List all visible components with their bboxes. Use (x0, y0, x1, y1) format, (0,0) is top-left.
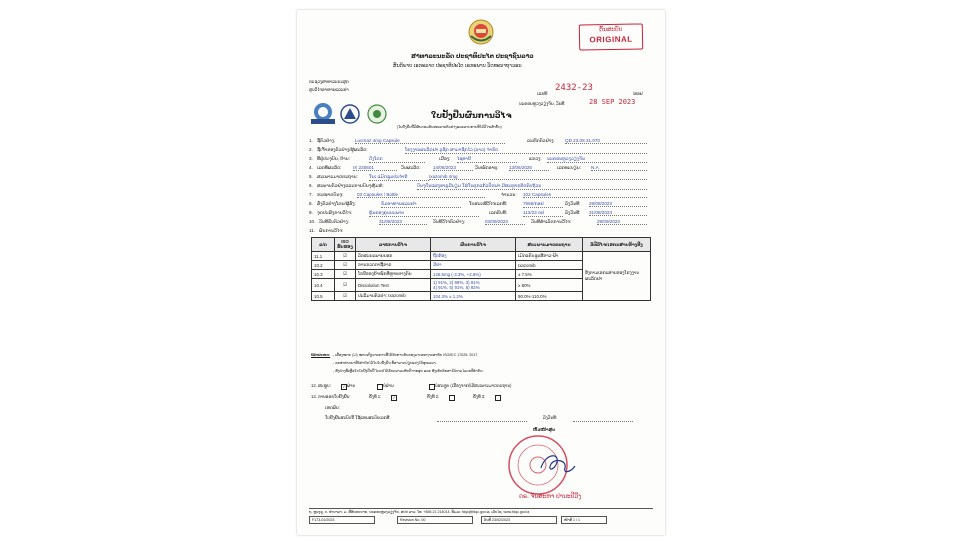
field-packaging: 6. ສະພາບຕົວຢ່າງແລະການບັນຈຸຫຸ້ມຫໍ່: ບັນຈຸໃນແຜງອາລູມີນຽມ ໃສ່ໃນຕຸກແກ້ວປິດຝາ ມີສະຫຼາກຕິດຄົບຖ້ວນ (309, 183, 649, 190)
issue-1-label: ຄັ້ງທີ 1: (369, 394, 382, 399)
col-item: ລາຍການວິໄຈ (356, 238, 431, 252)
footer-doc: F173-01/2023 (309, 516, 375, 524)
other-label: ບໍ່ສະຫຼຸບ (ເນື່ອງຈາກບໍ່ມີສະເພາະມາດຕະຖານ) (435, 383, 512, 388)
issue-2-checkbox (449, 395, 455, 401)
certificate-sheet (297, 10, 665, 535)
issue-3-checkbox (495, 395, 501, 401)
field-sample-name: 1. ຊື່ຕົວຢ່າງ: LuciXaz 4mg Capsule ລະຫັດຕົວຢ່າງ: QD.23.08.31.070 (309, 138, 649, 145)
pass-label: ຜ່ານ (347, 383, 356, 388)
number-value: 2432-23 (555, 83, 593, 93)
note-3: - ສົ່ງຢ່າງທີ່ເຫຼືອໃນໃບຢັ້ງຢືນນີ້ ໂດຍບໍ່ໄດ້ຮັບຄວາມເຫັນດີຈາກສູນ ແລະ ສົ່ງເກັບຮັກສາໄວ້ຕາມໄລຍະທີ່ກຳນົດ. (333, 369, 484, 373)
stamp-en: ORIGINAL (589, 34, 633, 45)
fail-label: ບໍ່ຜ່ານ (383, 383, 394, 388)
iso-check-icon: ☑ (335, 270, 356, 279)
notes-label: ໝາຍເຫດ: (311, 353, 331, 357)
field-dates: 10. ວັນທີຮັບຕົວຢ່າງ: 31/08/2023 ວັນທີວິໄຈຕົວຢ່າງ: 03/09/2023 ວັນທີສຳເລັດການວິໄຈ: 29/09/2023 (309, 219, 649, 226)
certificate-subtitle: (ໃບຢັ້ງຢືນນີ້ມີຜົນຍອມຮັບສະເພາະຕົວຢ່າງແລະລາຍການທີ່ໄດ້ວິໄຈເທົ່ານັ້ນ) (397, 125, 502, 129)
results-table (311, 237, 651, 301)
number-suffix: /ສອຢ (633, 91, 643, 96)
iso-check-icon: ☑ (335, 292, 356, 301)
note-1: - ເຄື່ອງໝາຍ (☑) ໝາຍເຖິງລາຍການທີ່ໄດ້ຮັບການຮັບຮອງມາດຕະຖານສາກົນ ISO/IEC 17025: 2017. (333, 353, 479, 357)
note-2: - ກະທ່າທ່າຍຍາທີ່ບໍ່ກຳນົດໄວ້ໃນໃບຢັ້ງຢືນ ທີ່ສາມາດປ່ຽນແປງໄດ້ທຸກເວລາ. (333, 361, 437, 365)
iso-check-icon: ☑ (335, 279, 356, 292)
table-header-row (312, 238, 651, 252)
footer-revision: Revision No. 00 (397, 516, 473, 524)
center-name: ສູນວິໄຈອາຫານແລະຢາ (309, 87, 349, 92)
certificate-title: ໃບຢັ້ງຢືນຜົນການວິໄຈ (431, 111, 512, 120)
sample-name-value: LuciXaz 4mg Capsule (355, 138, 505, 144)
iso-triangle-logo-icon (339, 104, 361, 124)
table-row: 10.3 ☑ ໂກນີ່ຂອງນ້ຳໜັກທີ່ຫຼາຍຕາງກັນ 126.5mg (-3.3%, +2.8%) ± 7.5% (312, 270, 651, 279)
field-owner: 2. ຊື່ເຈົ້າຂອງຕົວຢ່າງ/ຜູ້ຜະລິດ: ໂຮງງານຜະລິດຢາ ລູຊິດ ສາມາຊິກໄວ (ລາວ) ຈຳກັດ (309, 147, 649, 154)
number-label: ເລກທີ: (537, 91, 549, 96)
issue-3-label: ຄັ້ງທີ 3: (473, 394, 486, 399)
header-line2: ສັນຕິພາບ ເອກະລາດ ປະຊາທິປະໄຕ ເອກະພາບ ວັດທະນາຖາວອນ (393, 63, 522, 69)
issue-1-checkbox: ✓ (392, 396, 396, 400)
replace-line (437, 421, 527, 422)
signatory-name: ດຣ. ຈັນສະຫາ ປານະປີວີງ (519, 494, 582, 500)
stamp-lao: ຕົ້ນສະບັບ (599, 26, 623, 34)
signatory-title: ຫົວໜ້າສູນ (533, 427, 556, 432)
footer-page: ໜ້າທີ 1 / 1 (561, 516, 607, 524)
table-row: 11.1 ☑ ລັກສະນະພາຍນອກ ຖືກຕ້ອງ ເມັດແຄັບຊູນສີຂາວ-ຟ້າ ອີງຕາມເອກະສານຂອງໂຮງງານຜະລິດຢາ (312, 252, 651, 261)
ministry-name: ກະຊວງສາທາລະນະສຸກ (309, 79, 349, 84)
date-label: ນະຄອນຫຼວງວຽງຈັນ, ວັນທີ: (519, 101, 566, 106)
issue-2-label: ຄັ້ງທີ 2: (427, 394, 440, 399)
date-value: 28 SEP 2023 (589, 98, 636, 106)
field-pack-size: 7. ຂະໜາດບັນຈຸ: 03 Capsules / Bottle ຈຳນວນ: 102 Capsules (309, 192, 649, 199)
field-spec: 5. ສະເພາະມາດຕະຖານ: ໃນເ ແມັດຊຸມປະຈຳນີ Ixazomib 4mg (309, 174, 649, 181)
green-seal-logo-icon (367, 104, 387, 124)
replace-date-line (573, 421, 633, 422)
replace-date-label: ລົງວັນທີ: (543, 415, 558, 420)
table-row: 10.5 ☑ ປະລິມານຕົວຢາ: Ixazomib 104.3% ± 1.2% 90.0%-110.0% (312, 292, 651, 301)
field-address: 3. ທີ່ຢູ່ປະຈຸບັນ, ບ້ານ: ດົງໂດກ ເມືອງ: ໄຊທານີ ແຂວງ: ນະຄອນຫຼວງວຽງຈັນ (309, 156, 649, 163)
iso-check-icon: ☑ (335, 261, 356, 270)
accreditation-logo-icon (311, 102, 335, 124)
signature-icon (535, 450, 579, 478)
sample-code-value: QD.23.08.31.070 (565, 138, 647, 144)
owner-value: ໂຮງງານຜະລິດຢາ ລູຊິດ ສາມາຊິກໄວ (ລາວ) ຈຳກັດ (405, 147, 647, 154)
original-stamp (579, 23, 643, 50)
col-no: ລ/ດ (312, 238, 335, 252)
issuance-label: 13. ການອອກໃບຢັ້ງຢືນ: (311, 394, 351, 399)
col-spec: ສະເພາະມາດຕະຖານ (516, 238, 583, 252)
col-method: ວິທີວິໄຈ/ເອກະສານອ້າງອີງ (583, 238, 651, 252)
national-emblem-icon (467, 18, 495, 46)
method-cell: ອີງຕາມເອກະສານຂອງໂຮງງານຜະລິດຢາ (583, 252, 651, 301)
field-purpose: 9. ຈຸດປະສົງການວິໄຈ: ຄຸ້ມຄອງຄຸນນະພາບ ເລກຮັບທີ: 113/23 ດຢ ລົງວັນທີ: 31/08/2023 (309, 210, 649, 217)
footer-address: ຖ. ຫຼວງຊູ, ບ. ທ່ານາລາ, ມ. ສີສັດຕະນາກ, ນະຄອນຫຼວງວຽງຈັນ, ສປປ ລາວ. ໂທ: +856 21 214014. ອີເມວ: fdqc@fdqc.gov.la, ເວັບໄຊ: www.fdqc.gov.la (309, 508, 653, 514)
pass-checkbox: ✓ (342, 385, 346, 389)
field-sender: 8. ສົ່ງຕົວຢ່າງໂດຍ/ຜູ້ສົ່ງ: ກົມອາຫານແລະຢາ ໃບສະເໜີວິໄຈເລກທີ: 7656/ກອຢ ລົງວັນທີ: 28/08/2023 (309, 201, 649, 208)
col-result: ຜົນການວິໄຈ (431, 238, 516, 252)
field-results-label: 11. ຜົນການວິໄຈ: (309, 228, 344, 233)
header-line1: ສາທາລະນະລັດ ປະຊາທິປະໄຕ ປະຊາຊົນລາວ (411, 54, 534, 60)
col-iso: ISO ຮັບຮອງ (335, 238, 356, 252)
table-row: 10.2 ☑ ການກວດກາຊີ້ຂາດ ມີຢາ Ixazomib (312, 261, 651, 270)
iso-check-icon: ☑ (335, 252, 356, 261)
reason-label: ເຫດຜົນ: (325, 405, 340, 410)
conclusion-label: 12. ສະຫຼຸບ: (311, 383, 331, 388)
replace-label: ໃບຢັ້ງຢືນສະບັບນີ້ ໃຊ້ແທນສະບັບເລກທີ: (325, 415, 391, 420)
field-batch: 4. ເລກທີຜະລິດ: IX 230601 ວັນຜະລິດ: 14/06/2023 ວັນໝົດອາຍຸ: 13/06/2025 ເລກທະບຽນ: N.A (309, 165, 649, 172)
footer-effective: ວັນທີ 23/02/2023 (481, 516, 557, 524)
table-row: 10.4 ☑ Dissolution Test 1) 91%, 2) 89%, 3) 91% 4) 91%, 5) 91%, 6) 92% ≥ 80% (312, 279, 651, 292)
